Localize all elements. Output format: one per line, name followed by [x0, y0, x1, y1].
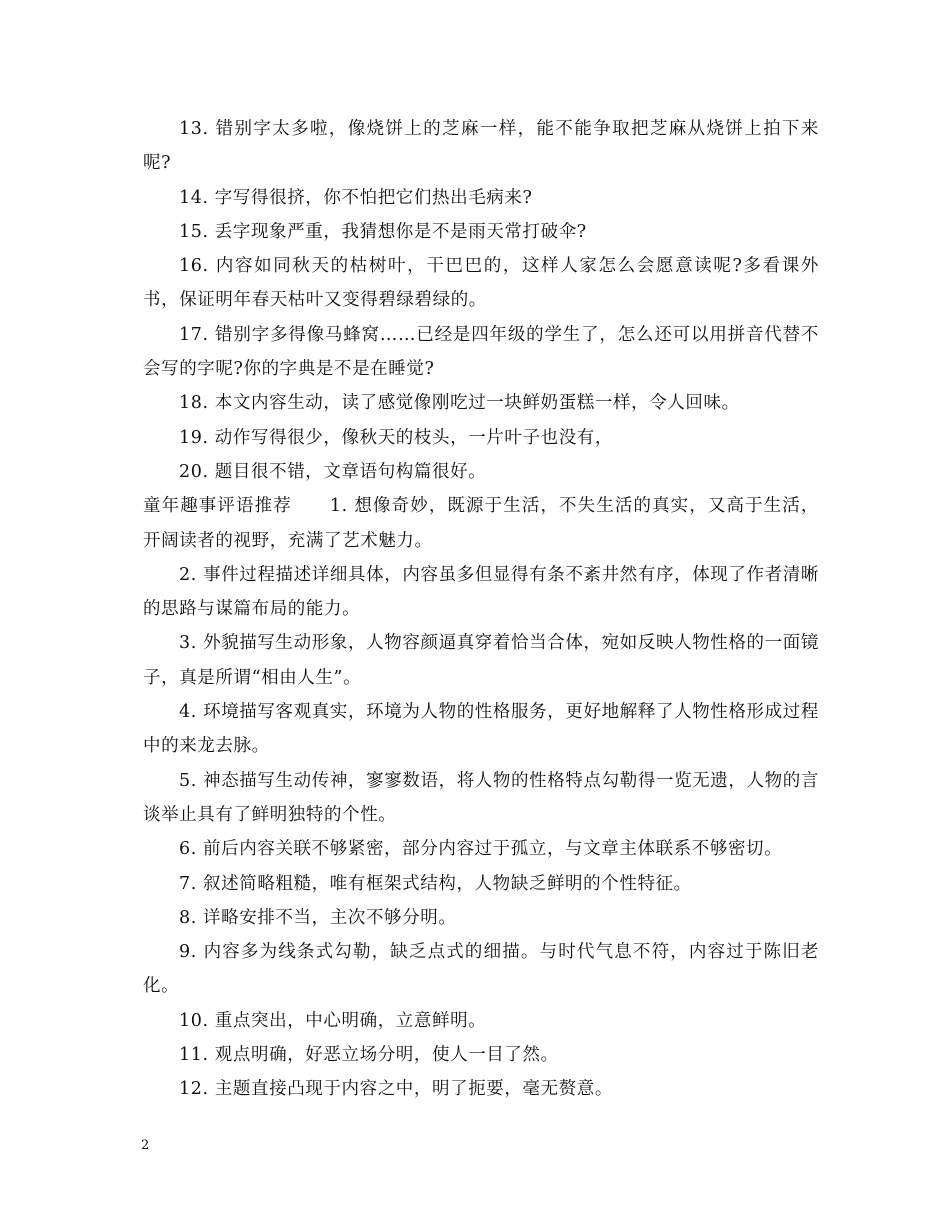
section-item-1: 1. 想像奇妙，既源于生活，不失生活的真实，又高于生活，开阔读者的视野，充满了艺术魅力。: [143, 496, 819, 551]
comment-item-13: 13. 错别字太多啦，像烧饼上的芝麻一样，能不能争取把芝麻从烧饼上拍下来呢?: [143, 119, 819, 174]
section-item-8: 8. 详略安排不当，主次不够分明。: [179, 907, 457, 928]
section-item-7: 7. 叙述简略粗糙，唯有框架式结构，人物缺乏鲜明的个性特征。: [179, 873, 692, 894]
section-item-6: 6. 前后内容关联不够紧密，部分内容过于孤立，与文章主体联系不够密切。: [179, 839, 783, 860]
section-item-2: 2. 事件过程描述详细具体，内容虽多但显得有条不紊井然有序，体现了作者清晰的思路与谋篇布局的能力。: [143, 564, 819, 620]
section-item-9: 9. 内容多为线条式勾勒，缺乏点式的细描。与时代气息不符，内容过于陈旧老化。: [143, 942, 819, 997]
section-item-3: 3. 外貌描写生动形象，人物容颜逼真穿着恰当合体，宛如反映人物性格的一面镜子，真是所谓“相由人生”。: [143, 633, 819, 688]
comment-item-18: 18. 本文内容生动，读了感觉像刚吃过一块鲜奶蛋糕一样，令人回味。: [179, 393, 740, 414]
section-paragraph: [143, 489, 819, 558]
section-heading: 童年趣事评语推荐: [143, 496, 292, 517]
comment-item-19: 19. 动作写得很少，像秋天的枝头，一片叶子也没有，: [179, 427, 613, 448]
comment-item-14: 14. 字写得很挤，你不怕把它们热出毛病来?: [179, 187, 533, 208]
comment-item-16: 16. 内容如同秋天的枯树叶，干巴巴的，这样人家怎么会愿意读呢?多看课外书，保证明年春天枯叶又变得碧绿碧绿的。: [143, 256, 819, 311]
comment-item-17: 17. 错别字多得像马蜂窝……已经是四年级的学生了，怎么还可以用拼音代替不会写的字呢?你的字典是不是在睡觉?: [143, 324, 819, 380]
section-item-10: 10. 重点突出，中心明确，立意鲜明。: [179, 1010, 487, 1031]
section-item-12: 12. 主题直接凸现于内容之中，明了扼要，毫无赘意。: [179, 1079, 613, 1100]
section-item-11: 11. 观点明确，好恶立场分明，使人一目了然。: [179, 1045, 559, 1066]
document-body: [143, 112, 819, 1107]
page-number: 2: [141, 1138, 150, 1153]
comment-item-15: 15. 丢字现象严重，我猜想你是不是雨天常打破伞?: [179, 221, 587, 242]
section-item-4: 4. 环境描写客观真实，环境为人物的性格服务，更好地解释了人物性格形成过程中的来龙去脉。: [143, 702, 819, 757]
comment-item-20: 20. 题目很不错，文章语句构篇很好。: [179, 461, 487, 482]
section-item-5: 5. 神态描写生动传神，寥寥数语，将人物的性格特点勾勒得一览无遗，人物的言谈举止具有了鲜明独特的个性。: [143, 770, 819, 825]
